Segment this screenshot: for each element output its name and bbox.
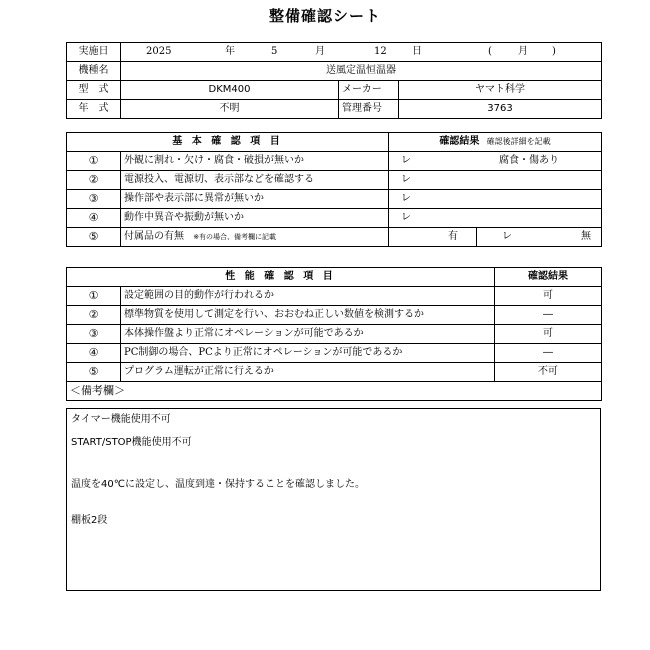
item-text: 電源投入、電源切、表示部などを確認する: [121, 171, 389, 190]
maker-label: メーカー: [339, 81, 399, 100]
accessory-text: 付属品の有無: [124, 231, 184, 242]
weekday-open: (: [488, 46, 492, 57]
item-result: ―: [495, 344, 602, 363]
table-row: [67, 363, 602, 382]
accessory-note: ※有の場合、備考欄に記載: [193, 233, 277, 241]
basic-result-note: 確認後詳細を記載: [486, 137, 551, 146]
remarks-label: ＜備考欄＞: [67, 382, 602, 401]
sheet-title: 整備確認シート: [268, 7, 381, 25]
weekday-value: 月: [518, 46, 528, 57]
table-row: [67, 306, 602, 325]
basic-result-label: 確認結果: [439, 136, 480, 147]
type-label: 機種名: [67, 62, 121, 81]
item-result: [389, 209, 602, 228]
item-number: ①: [67, 287, 121, 306]
item-text: [121, 228, 389, 247]
item-result: 不可: [495, 363, 602, 382]
model-label: 型 式: [67, 81, 121, 100]
item-number: ③: [67, 325, 121, 344]
accessory-no-cell: [477, 228, 602, 247]
item-result: 可: [495, 287, 602, 306]
item-result: [389, 152, 602, 171]
item-number: ③: [67, 190, 121, 209]
item-result: ―: [495, 306, 602, 325]
year-value: 不明: [121, 100, 339, 119]
year-row: [67, 100, 602, 119]
date-day-unit: 日: [412, 46, 422, 57]
table-row: [67, 209, 602, 228]
date-row: [67, 43, 602, 62]
date-value: [121, 43, 602, 62]
weekday-close: ): [552, 46, 556, 57]
type-row: [67, 62, 602, 81]
check-mark: レ: [401, 212, 412, 223]
performance-header: 性 能 確 認 項 目: [67, 268, 495, 287]
item-text: 動作中異音や振動が無いか: [121, 209, 389, 228]
date-month: 5: [271, 46, 278, 57]
maker-value: ヤマト科学: [399, 81, 602, 100]
year-label: 年 式: [67, 100, 121, 119]
table-row: [67, 287, 602, 306]
item-number: ②: [67, 171, 121, 190]
remarks-line-2: START/STOP機能使用不可: [71, 437, 192, 448]
date-month-unit: 月: [315, 46, 325, 57]
model-row: [67, 81, 602, 100]
table-row: [67, 152, 602, 171]
table-row: [67, 325, 602, 344]
date-year-unit: 年: [225, 46, 235, 57]
basic-header: 基 本 確 認 項 目: [67, 133, 389, 152]
info-table: [66, 42, 602, 119]
item-text: 操作部や表示部に異常が無いか: [121, 190, 389, 209]
item-number: ⑤: [67, 228, 121, 247]
table-row: [67, 190, 602, 209]
check-mark: レ: [401, 174, 412, 185]
mgmt-value: 3763: [399, 100, 602, 119]
item-text: プログラム運転が正常に行えるか: [121, 363, 495, 382]
item-number: ⑤: [67, 363, 121, 382]
performance-check-table: [66, 267, 602, 401]
item-text: 外観に割れ・欠け・腐食・破損が無いか: [121, 152, 389, 171]
performance-result-header: 確認結果: [495, 268, 602, 287]
remarks-line-1: タイマー機能使用不可: [71, 414, 171, 425]
remarks-box: [66, 408, 601, 591]
item-text: 本体操作盤より正常にオペレーションが可能であるか: [121, 325, 495, 344]
accessory-no: 無: [581, 231, 592, 242]
item-result: 可: [495, 325, 602, 344]
mgmt-label: 管理番号: [339, 100, 399, 119]
date-day: 12: [374, 46, 387, 57]
model-value: DKM400: [121, 81, 339, 100]
remarks-line-4: 棚板2段: [71, 515, 108, 526]
item-number: ①: [67, 152, 121, 171]
basic-result-header: [389, 133, 602, 152]
accessory-yes: 有: [389, 228, 477, 247]
performance-header-row: [67, 268, 602, 287]
item-result: [389, 171, 602, 190]
check-mark: レ: [401, 155, 412, 166]
item-text: PC制御の場合、PCより正常にオペレーションが可能であるか: [121, 344, 495, 363]
check-mark: レ: [401, 193, 412, 204]
date-year: 2025: [146, 46, 172, 57]
item-result: [389, 190, 602, 209]
item-number: ④: [67, 344, 121, 363]
item-detail: 腐食・傷あり: [499, 155, 560, 166]
check-mark: レ: [502, 231, 513, 242]
basic-header-row: [67, 133, 602, 152]
table-row: [67, 228, 602, 247]
item-text: 標準物質を使用して測定を行い、おおむね正しい数値を検測するか: [121, 306, 495, 325]
remarks-header-row: [67, 382, 602, 401]
item-number: ②: [67, 306, 121, 325]
table-row: [67, 344, 602, 363]
table-row: [67, 171, 602, 190]
item-text: 設定範囲の目的動作が行われるか: [121, 287, 495, 306]
date-label: 実施日: [67, 43, 121, 62]
item-number: ④: [67, 209, 121, 228]
basic-check-table: [66, 132, 602, 247]
type-value: 送風定温恒温器: [121, 62, 602, 81]
remarks-line-3: 温度を40℃に設定し、温度到達・保持することを確認しました。: [71, 479, 365, 490]
